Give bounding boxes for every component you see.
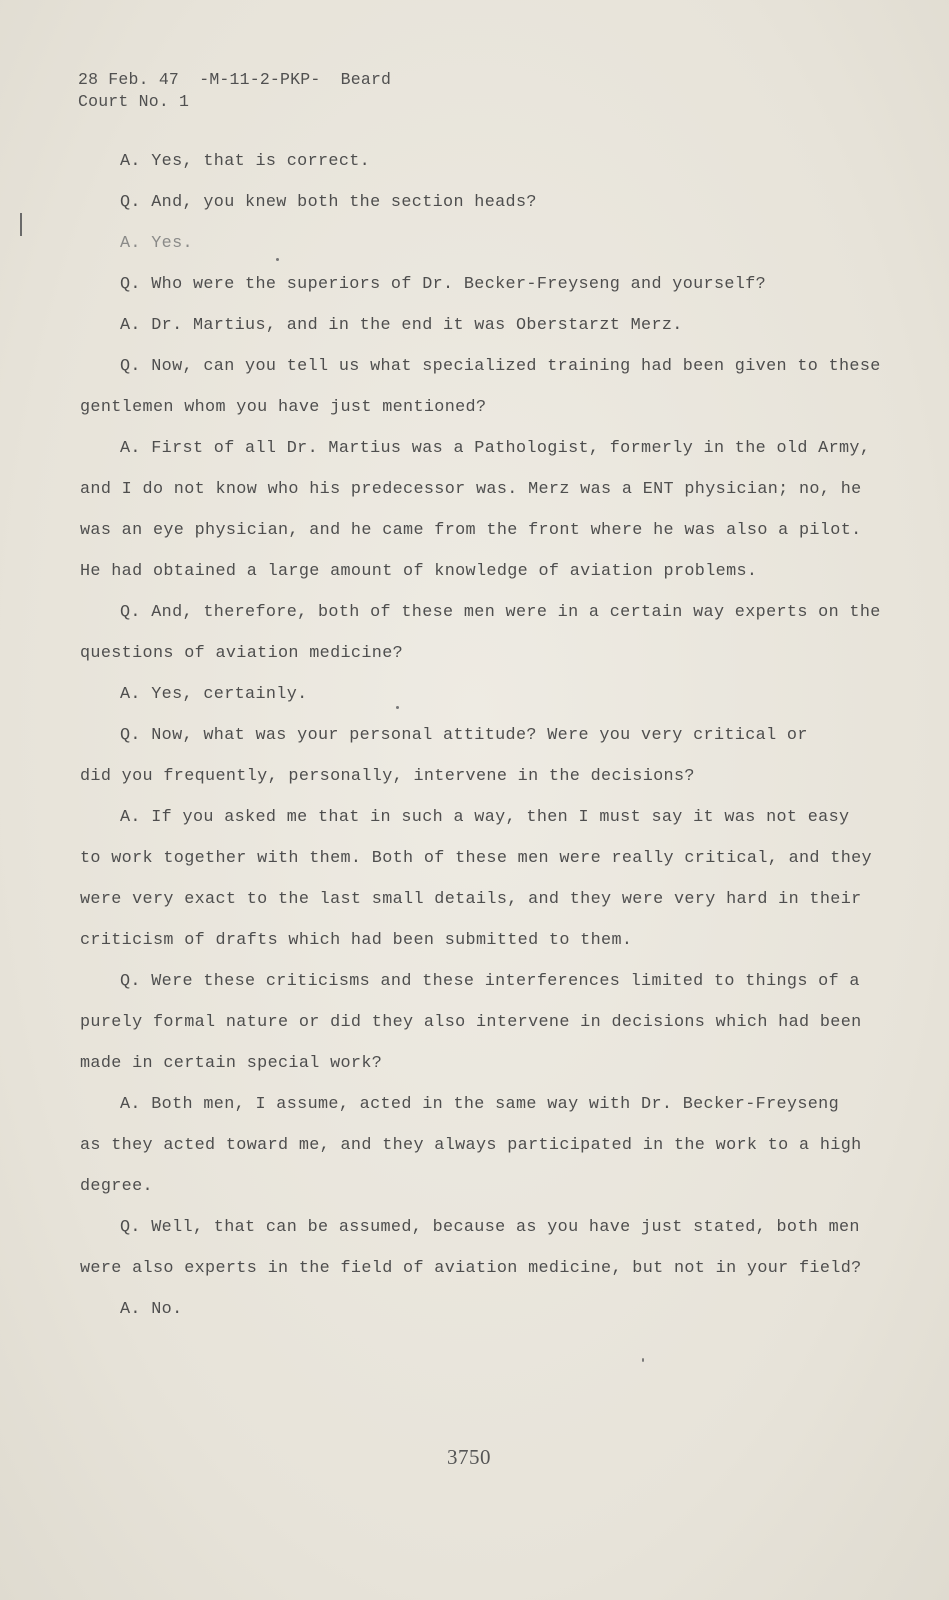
ink-speck [396, 706, 399, 709]
transcript-line: A. First of all Dr. Martius was a Pathologist, formerly in the old Army, [120, 439, 871, 458]
transcript-line: Q. Now, what was your personal attitude? Were you very critical or [120, 726, 808, 745]
transcript-line: Q. And, therefore, both of these men were in a certain way experts on the [120, 603, 881, 622]
transcript-line: Q. Well, that can be assumed, because as you have just stated, both men [120, 1218, 860, 1237]
margin-mark [20, 213, 22, 236]
transcript-line: purely formal nature or did they also intervene in decisions which had been [80, 1013, 862, 1032]
transcript-line: criticism of drafts which had been submitted to them. [80, 931, 633, 950]
transcript-line: He had obtained a large amount of knowledge of aviation problems. [80, 562, 758, 581]
page-number: 3750 [447, 1445, 491, 1469]
transcript-line: were also experts in the field of aviation medicine, but not in your field? [80, 1259, 862, 1278]
transcript-line: Q. Who were the superiors of Dr. Becker-Freyseng and yourself? [120, 275, 767, 294]
transcript-line: A. Yes, certainly. [120, 685, 308, 704]
transcript-line: Q. And, you knew both the section heads? [120, 193, 537, 212]
transcript-line: A. Both men, I assume, acted in the same way with Dr. Becker-Freyseng [120, 1095, 840, 1114]
transcript-line: A. Yes. [120, 234, 193, 253]
transcript-line: to work together with them. Both of these men were really critical, and they [80, 849, 872, 868]
header-case-reference: 28 Feb. 47 -M-11-2-PKP- Beard [78, 70, 392, 89]
transcript-line: Q. Now, can you tell us what specialized training had been given to these [120, 357, 881, 376]
transcript-line: Q. Were these criticisms and these interferences limited to things of a [120, 972, 860, 991]
transcript-line: and I do not know who his predecessor was. Merz was a ENT physician; no, he [80, 480, 862, 499]
ink-speck [276, 258, 279, 261]
transcript-line: did you frequently, personally, intervene in the decisions? [80, 767, 695, 786]
transcript-line: made in certain special work? [80, 1054, 383, 1073]
transcript-line: gentlemen whom you have just mentioned? [80, 398, 487, 417]
transcript-line: were very exact to the last small details, and they were very hard in their [80, 890, 862, 909]
header-court-number: Court No. 1 [78, 92, 190, 111]
transcript-line: as they acted toward me, and they always participated in the work to a high [80, 1136, 862, 1155]
transcript-line: A. No. [120, 1300, 183, 1319]
transcript-line: was an eye physician, and he came from the front where he was also a pilot. [80, 521, 862, 540]
transcript-line: A. If you asked me that in such a way, then I must say it was not easy [120, 808, 850, 827]
ink-speck [642, 1358, 644, 1362]
transcript-line: degree. [80, 1177, 153, 1196]
transcript-line: A. Yes, that is correct. [120, 152, 371, 171]
transcript-line: A. Dr. Martius, and in the end it was Oberstarzt Merz. [120, 316, 683, 335]
transcript-line: questions of aviation medicine? [80, 644, 404, 663]
